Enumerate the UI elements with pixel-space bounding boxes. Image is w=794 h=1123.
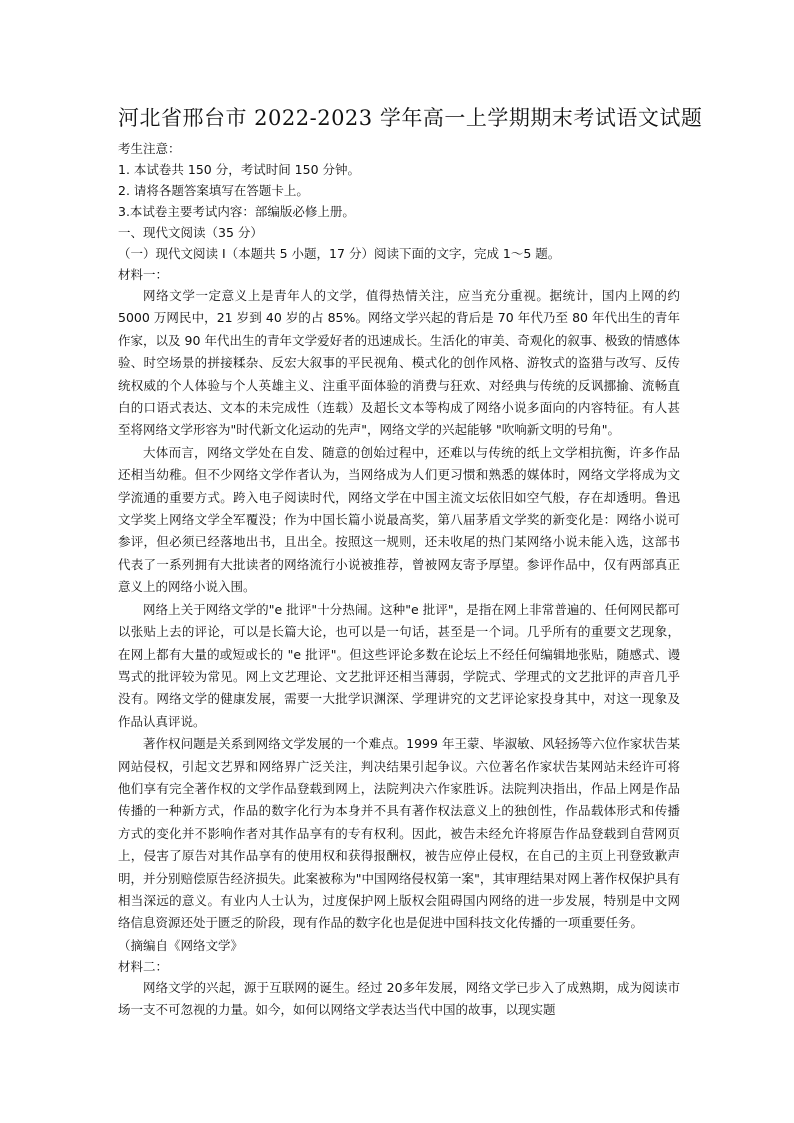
notice-item: 3.本试卷主要考试内容：部编版必修上册。	[118, 204, 355, 219]
material-paragraph: 网络文学的兴起，源于互联网的诞生。经过 20多年发展，网络文学已步入了成熟期，成为阅读市场一支不可忽视的力量。如今，如何以网络文学表达当代中国的故事，以现实题	[118, 979, 680, 1018]
material-source: （摘编自《网络文学》	[118, 937, 244, 953]
exam-page	[118, 104, 703, 1022]
notice-item: 2. 请将各题答案填写在答题卡上。	[118, 183, 309, 198]
material-paragraph: 网络上关于网络文学的"e 批评"十分热闹。这种"e 批评"，是指在网上非常普遍的、任何网民都可以张贴上去的评论，可以是长篇大论，也可以是一句话，甚至是一个词。几乎所有的重要文艺现象，在网上都有大量的或短或长的 "e 批评"。但这些评论多数在论坛上不经任何编辑地张贴，随感式、谩骂式的批评较为常见。网上文艺理论、文艺批评还相当薄弱，学院式、学理式的文艺批评的声音几乎没有。网络文学的健康发展，需要一大批学识渊深、学理讲究的文艺评论家投身其中，对这一现象及作品认真评说。	[118, 601, 680, 729]
subsection-heading: （一）现代文阅读 I（本题共 5 小题，17 分）阅读下面的文字，完成 1～5 题。	[118, 246, 561, 261]
material-paragraph: 大体而言，网络文学处在自发、随意的创始过程中，还难以与传统的纸上文学相抗衡，许多作品还相当幼稚。但不少网络文学作者认为，当网络成为人们更习惯和熟悉的媒体时，网络文学将成为文学流通的重要方式。跨入电子阅读时代，网络文学在中国主流文坛依旧如空气般，存在却透明。鲁迅文学奖上网络文学全军覆没；作为中国长篇小说最高奖，第八届茅盾文学奖的新变化是：网络小说可参评，但必须已经落地出书，且出全。按照这一规则，还未收尾的热门某网络小说未能入选，这部书代表了一系列拥有大批读者的网络流行小说被推荐，曾被网友寄予厚望。参评作品中，仅有两部真正意义上的网络小说入围。	[118, 444, 680, 595]
material-paragraph: 著作权问题是关系到网络文学发展的一个难点。1999 年王蒙、毕淑敏、风轻扬等六位作家状告某网站侵权，引起文艺界和网络界广泛关注，判决结果引起争议。六位著名作家状告某网站未经许可将他们享有完全著作权的文学作品登载到网上，法院判决六作家胜诉。法院判决指出，作品上网是作品传播的一种新方式，作品的数字化行为本身并不具有著作权法意义上的独创性，作品载体形式和传播方式的变化并不影响作者对其作品享有的专有权利。因此，被告未经允许将原告作品登载到自营网页上，侵害了原告对其作品享有的使用权和获得报酬权，被告应停止侵权，在自己的主页上刊登致歉声明，并分别赔偿原告经济损失。此案被称为"中国网络侵权第一案"，其审理结果对网上著作权保护具有相当深远的意义。有业内人士认为，过度保护网上版权会阻碍国内网络的进一步发展，特别是中文网络信息资源还处于匮乏的阶段，现有作品的数字化也是促进中国科技文化传播的一项重要任务。	[118, 736, 680, 931]
material-paragraph: 网络文学一定意义上是青年人的文学，值得热情关注，应当充分重视。据统计，国内上网的约 5000 万网民中，21 岁到 40 岁的占 85%。网络文学兴起的背后是 70 年代乃至 80 年代出生的青年作家，以及 90 年代出生的青年文学爱好者的迅速成长。生活化的审美、奇观化的叙事、极致的情感体验、时空场景的拼接糅杂、反宏大叙事的平民视角、模式化的创作风格、游牧式的盗猎与改写、反传统权威的个人体验与个人英雄主义、注重平面体验的消费与狂欢、对经典与传统的反讽挪揄、流畅直白的口语式表达、文本的未完成性（连载）及超长文本等构成了网络小说多面向的内容特征。有人甚至将网络文学形容为"时代新文化运动的先声"，网络文学的兴起能够 "吹响新文明的号角"。	[118, 288, 680, 438]
section-heading: 一、现代文阅读（35 分）	[118, 225, 263, 240]
notice-heading: 考生注意：	[118, 141, 181, 156]
exam-title: 河北省邢台市 2022-2023 学年高一上学期期末考试语文试题	[118, 106, 703, 130]
material-label: 材料一：	[118, 267, 169, 282]
material-label: 材料二：	[118, 958, 169, 974]
notice-item: 1. 本试卷共 150 分，考试时间 150 分钟。	[118, 162, 361, 177]
